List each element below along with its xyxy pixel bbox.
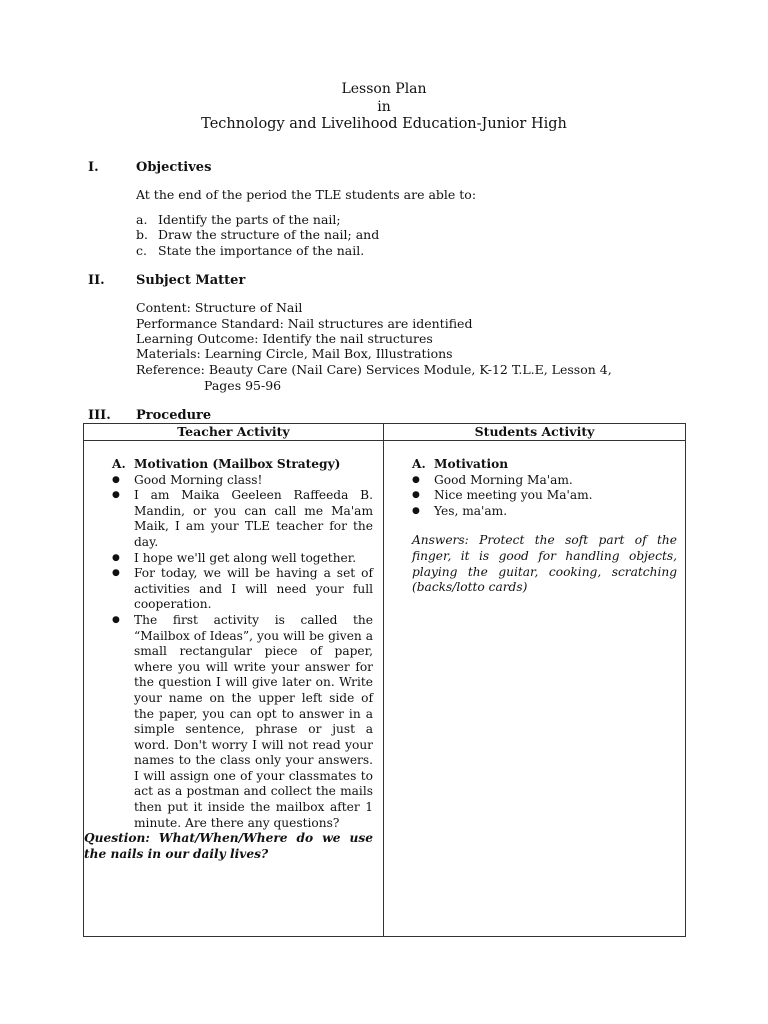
subject-content: Content: Structure of Nail	[136, 300, 303, 315]
item-marker: b.	[136, 227, 148, 242]
item-text: Identify the parts of the nail;	[158, 212, 341, 227]
motivation-question: Question: What/When/Where do we use the nails in our daily lives?	[84, 831, 373, 861]
section-procedure-heading	[88, 408, 211, 424]
section-title: Subject Matter	[136, 273, 246, 288]
item-marker: c.	[136, 243, 147, 258]
heading-text: Motivation (Mailbox Strategy)	[134, 457, 341, 471]
students-answers: Answers: Protect the soft part of the finger, it is good for handling objects, playing the guitar, cooking, scratching (backs/lotto cards)	[412, 533, 677, 595]
subject-learning-outcome: Learning Outcome: Identify the nail structures	[136, 331, 433, 346]
item-text: Draw the structure of the nail; and	[158, 227, 380, 242]
students-motivation-heading	[412, 457, 677, 473]
objective-item	[136, 227, 379, 243]
section-subject-matter-heading	[88, 273, 245, 289]
objective-item	[136, 243, 364, 259]
heading-text: Motivation	[434, 457, 509, 471]
students-bullet-list	[412, 473, 677, 520]
list-item: ● Yes, ma'am.	[412, 504, 677, 520]
section-number: I.	[88, 160, 99, 175]
item-text: State the importance of the nail.	[158, 243, 365, 258]
section-objectives-heading	[88, 160, 211, 176]
item-marker: A.	[112, 457, 126, 471]
doc-title-line2: in	[377, 99, 391, 115]
section-number: II.	[88, 273, 105, 288]
objective-item	[136, 212, 341, 228]
teacher-bullet-list	[112, 473, 373, 832]
item-marker: A.	[412, 457, 426, 471]
table-header-row	[84, 424, 686, 441]
list-item: ● The first activity is called the “Mailbox of Ideas”, you will be given a small rectangular piece of paper, where you will write your answer for the question I will give later on. Write your name on the upper left side of the paper, you can opt to answer in a simple sentence, phrase or just a word. Don't worry I will not read your names to the class only your answers. I will assign one of your classmates to act as a postman and collect the mails then put it inside the mailbox after 1 minute. Are there any questions?	[112, 613, 373, 831]
list-item: ● I am Maika Geeleen Raffeeda B. Mandin, or you can call me Ma'am Maik, I am your TLE teacher for the day.	[112, 488, 373, 550]
list-item: ● Good Morning class!	[112, 473, 373, 489]
subject-performance-standard: Performance Standard: Nail structures are identified	[136, 316, 473, 331]
list-item: ● Good Morning Ma'am.	[412, 473, 677, 489]
students-activity-cell	[384, 441, 686, 937]
table-row	[84, 441, 686, 937]
item-marker: a.	[136, 212, 148, 227]
subject-materials: Materials: Learning Circle, Mail Box, Illustrations	[136, 346, 453, 361]
column-header-students: Students Activity	[384, 424, 686, 441]
subject-reference-pages: Pages 95-96	[204, 378, 282, 393]
list-item: ● Nice meeting you Ma'am.	[412, 488, 677, 504]
doc-title-line3: Technology and Livelihood Education-Junior High	[201, 116, 567, 132]
doc-title-line1: Lesson Plan	[341, 81, 427, 97]
objectives-intro: At the end of the period the TLE students are able to:	[136, 187, 477, 202]
list-item: ● I hope we'll get along well together.	[112, 551, 373, 567]
column-header-teacher: Teacher Activity	[84, 424, 384, 441]
section-title: Objectives	[136, 160, 212, 175]
section-number: III.	[88, 408, 111, 423]
teacher-activity-cell	[84, 441, 384, 937]
list-item: ● For today, we will be having a set of activities and I will need your full cooperation.	[112, 566, 373, 613]
teacher-motivation-heading	[112, 457, 373, 473]
section-title: Procedure	[136, 408, 212, 423]
procedure-table	[83, 423, 686, 937]
subject-reference: Reference: Beauty Care (Nail Care) Services Module, K-12 T.L.E, Lesson 4,	[136, 362, 612, 377]
